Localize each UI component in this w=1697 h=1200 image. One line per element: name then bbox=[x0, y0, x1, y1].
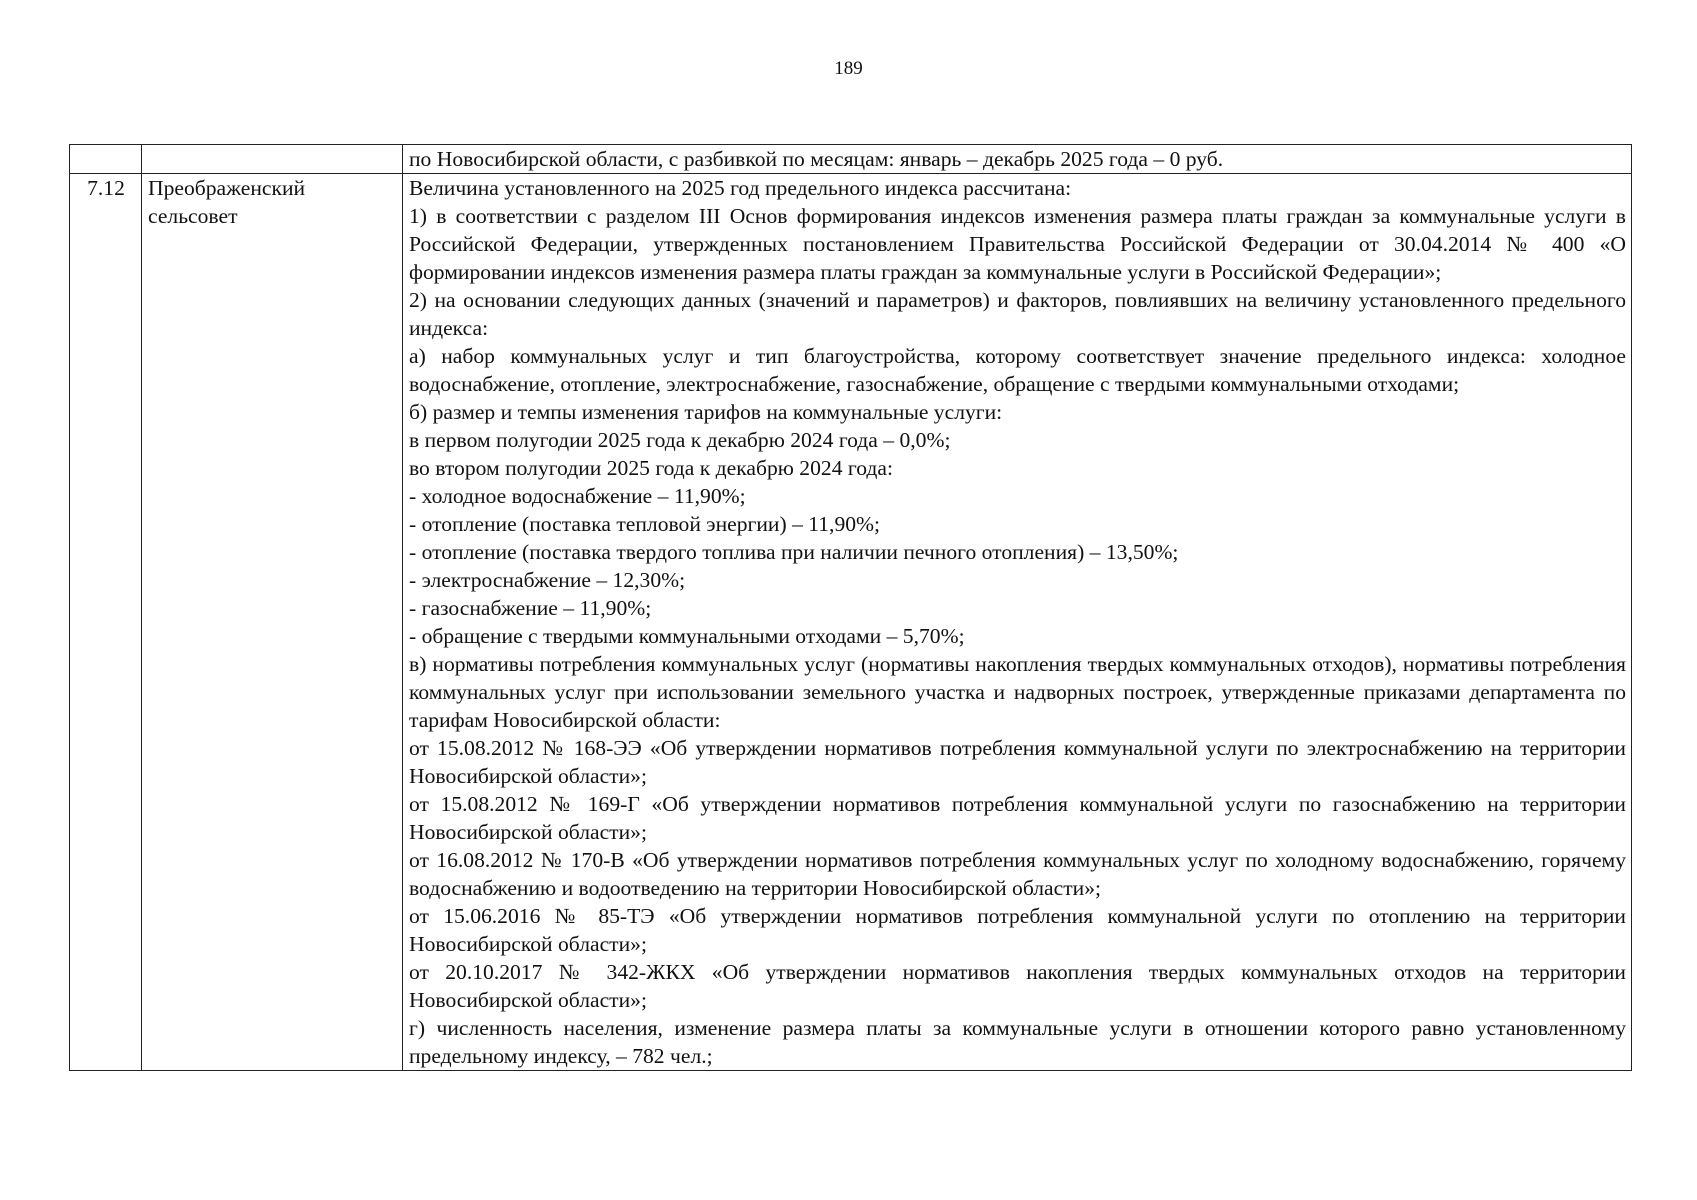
tariff-line: - обращение с твердыми коммунальными отходами – 5,70%; bbox=[409, 624, 965, 648]
paragraph-subitem-g: г) численность населения, изменение размера платы за коммунальные услуги в отношении которого равно установленному предельному индексу, – 782 чел.; bbox=[409, 1016, 1626, 1068]
municipality-name-line: Преображенский bbox=[148, 176, 306, 200]
order-reference: от 15.08.2012 № 169-Г «Об утверждении нормативов потребления коммунальной услуги по газоснабжению на территории Новосибирской области»; bbox=[409, 792, 1626, 844]
tariff-line: - газоснабжение – 11,90%; bbox=[409, 596, 652, 620]
municipality-cell bbox=[142, 174, 403, 1071]
tariff-line: - отопление (поставка тепловой энергии) – 11,90%; bbox=[409, 512, 881, 536]
page-number: 189 bbox=[834, 58, 863, 79]
order-reference: от 15.06.2016 № 85-ТЭ «Об утверждении нормативов потребления коммунальной услуги по отоплению на территории Новосибирской области»; bbox=[409, 904, 1626, 956]
paragraph-subitem-a: а) набор коммунальных услуг и тип благоустройства, которому соответствует значение предельного индекса: холодное водоснабжение, отопление, электроснабжение, газоснабжение, обращение с твердыми коммунальными отходами; bbox=[409, 344, 1626, 396]
paragraph-intro: Величина установленного на 2025 год предельного индекса рассчитана: bbox=[409, 176, 1072, 200]
paragraph-item-2: 2) на основании следующих данных (значений и параметров) и факторов, повлиявших на величину установленного предельного индекса: bbox=[409, 288, 1626, 340]
tariff-line: - отопление (поставка твердого топлива при наличии печного отопления) – 13,50%; bbox=[409, 540, 1179, 564]
municipal-index-table bbox=[69, 144, 1632, 1071]
description-cell bbox=[403, 145, 1632, 174]
table-row bbox=[70, 174, 1632, 1071]
municipality-name-line: сельсовет bbox=[148, 204, 238, 228]
order-reference: от 16.08.2012 № 170-В «Об утверждении нормативов потребления коммунальных услуг по холодному водоснабжению, горячему водоснабжению и водоотведению на территории Новосибирской области»; bbox=[409, 848, 1626, 900]
paragraph-subitem-b: б) размер и темпы изменения тарифов на коммунальные услуги: bbox=[409, 400, 1003, 424]
tariff-line: - холодное водоснабжение – 11,90%; bbox=[409, 484, 746, 508]
row-number-cell: 7.12 bbox=[70, 174, 142, 1071]
paragraph-second-half: во втором полугодии 2025 года к декабрю 2024 года: bbox=[409, 456, 893, 480]
table-row bbox=[70, 145, 1632, 174]
order-reference: от 15.08.2012 № 168-ЭЭ «Об утверждении нормативов потребления коммунальной услуги по электроснабжению на территории Новосибирской области»; bbox=[409, 736, 1626, 788]
paragraph-item-1: 1) в соответствии с разделом III Основ формирования индексов изменения размера платы граждан за коммунальные услуги в Российской Федерации, утвержденных постановлением Правительства Российской Федерации от 30.04.2014 № 400 «О формировании индексов изменения размера платы граждан за коммунальные услуги в Российской Федерации»; bbox=[409, 204, 1626, 284]
order-reference: от 20.10.2017 № 342-ЖКХ «Об утверждении нормативов накопления твердых коммунальных отходов на территории Новосибирской области»; bbox=[409, 960, 1626, 1012]
paragraph-subitem-v: в) нормативы потребления коммунальных услуг (нормативы накопления твердых коммунальных отходов), нормативы потребления коммунальных услуг при использовании земельного участка и надворных построек, утвержденные приказами департамента по тарифам Новосибирской области: bbox=[409, 652, 1626, 732]
paragraph-first-half: в первом полугодии 2025 года к декабрю 2024 года – 0,0%; bbox=[409, 428, 951, 452]
row-number-cell bbox=[70, 145, 142, 174]
description-cell bbox=[403, 174, 1632, 1071]
tariff-line: - электроснабжение – 12,30%; bbox=[409, 568, 686, 592]
paragraph: по Новосибирской области, с разбивкой по месяцам: январь – декабрь 2025 года – 0 руб. bbox=[409, 147, 1224, 171]
municipality-cell bbox=[142, 145, 403, 174]
